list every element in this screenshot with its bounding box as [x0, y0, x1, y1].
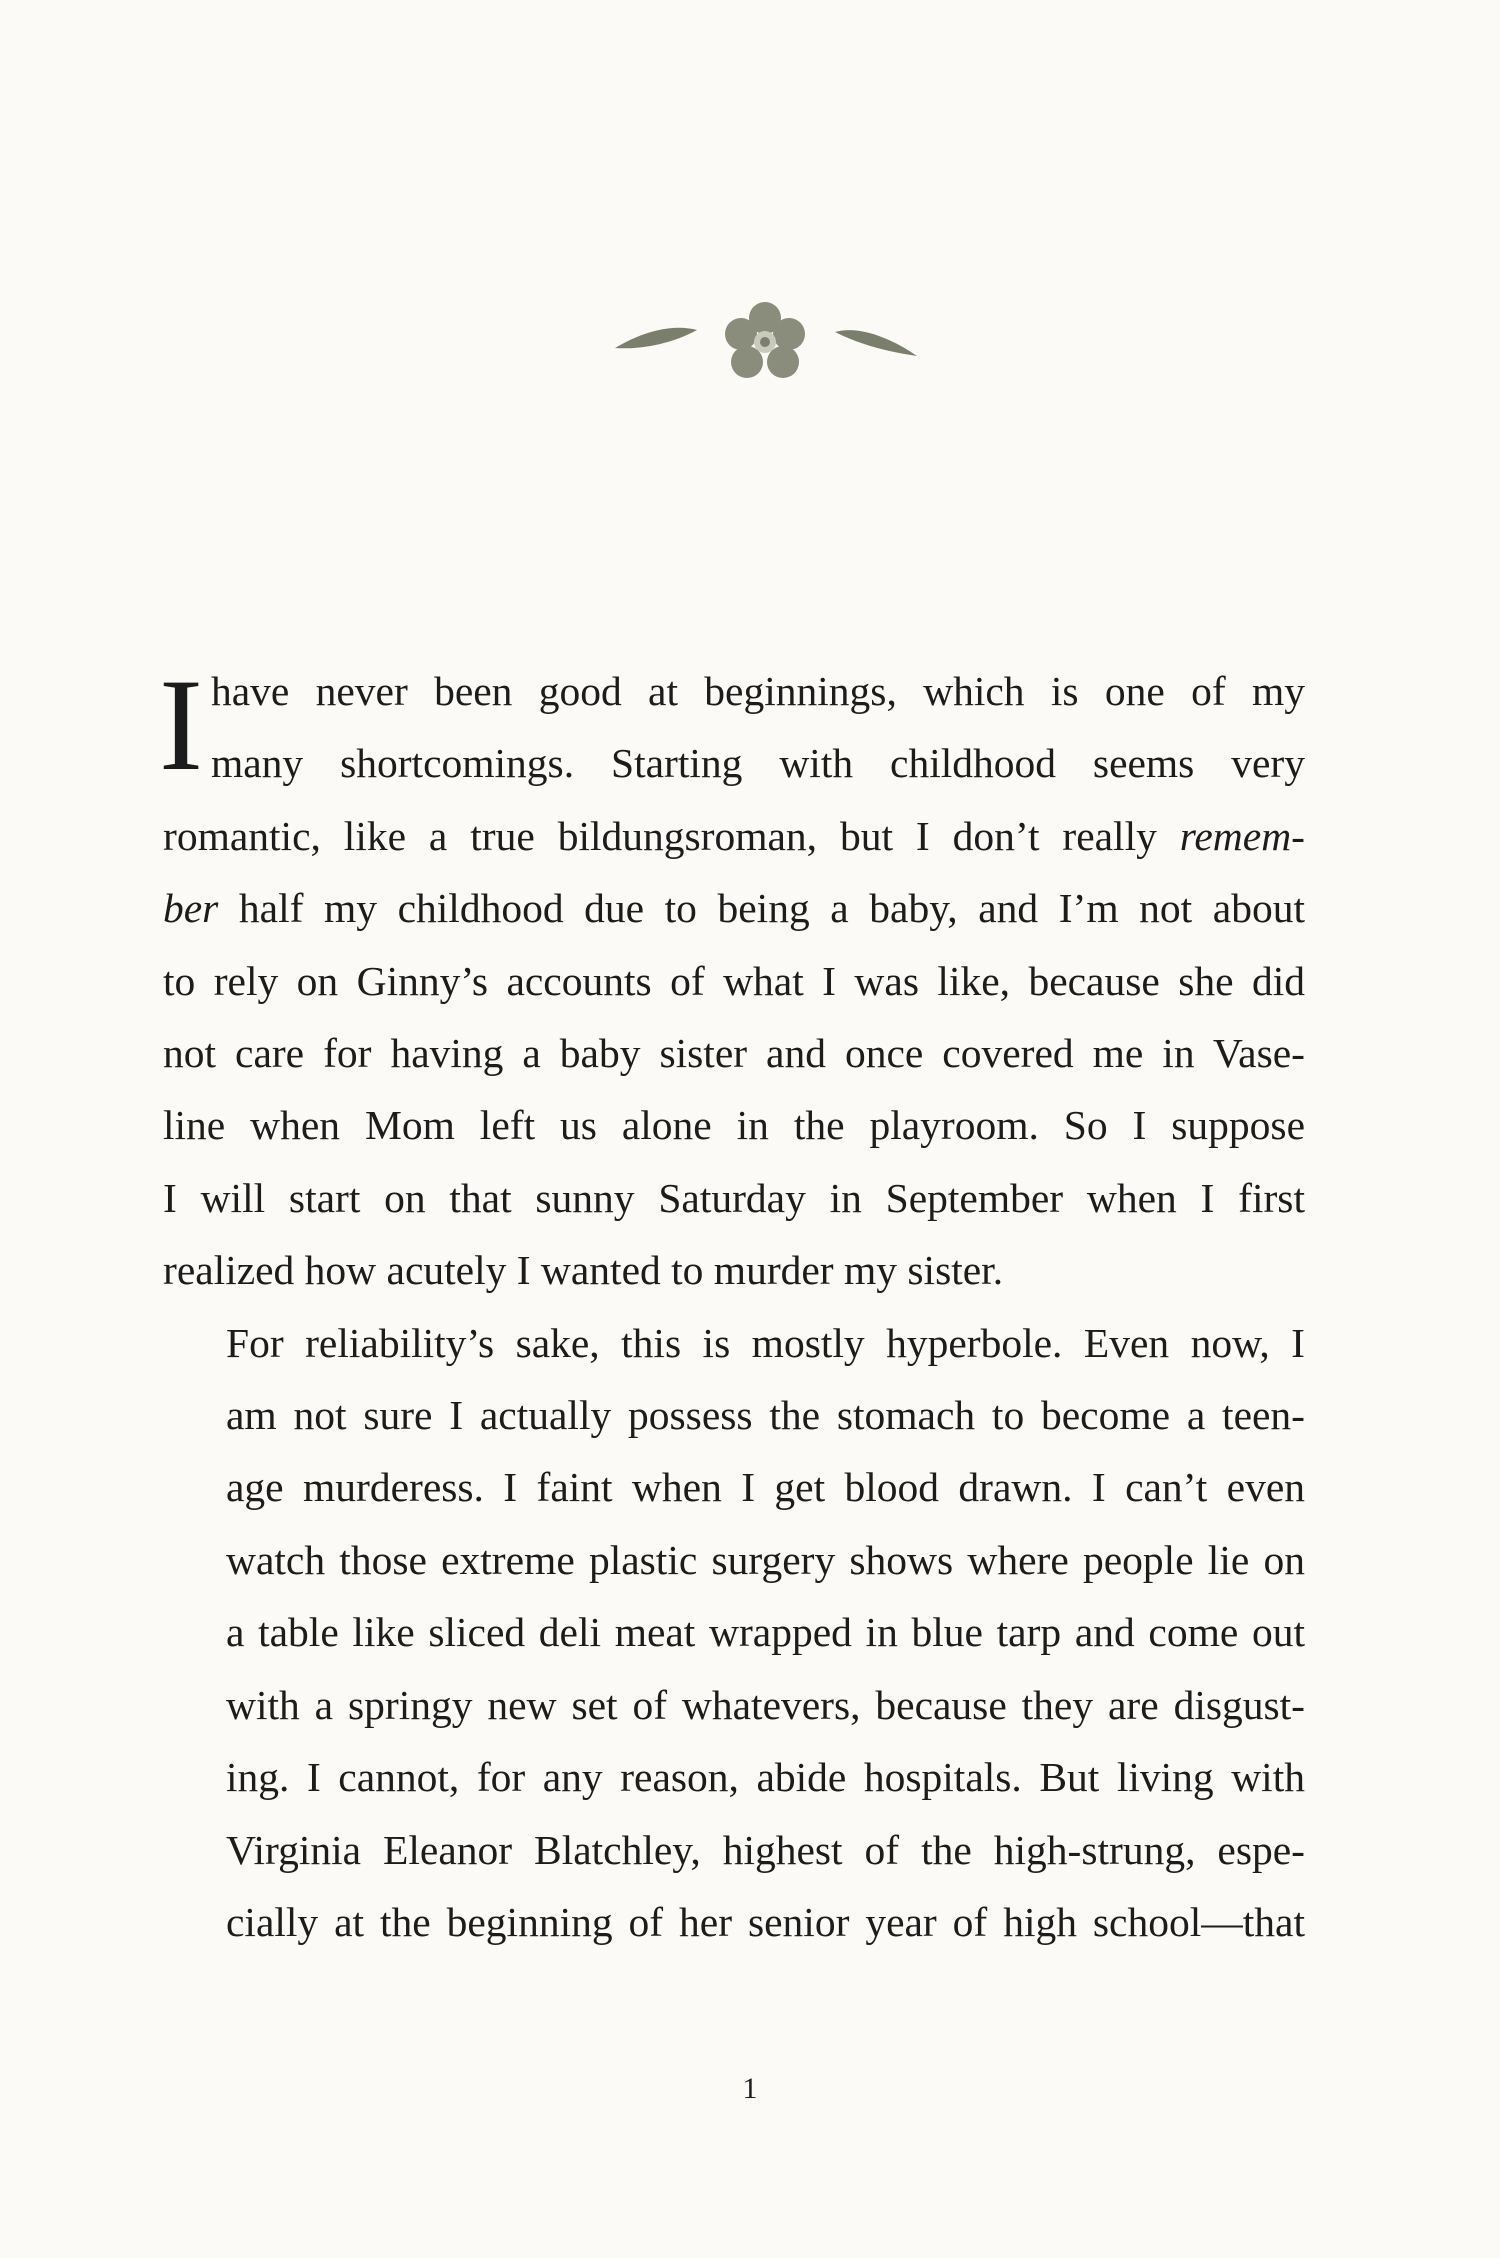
text-line: ing. I cannot, for any reason, abide hospitals. But living with: [226, 1754, 1305, 1801]
text-line: many shortcomings. Starting with childhood seems very: [210, 740, 1305, 787]
text-segment: half my childhood due to being a baby, and I’m not about: [238, 885, 1305, 932]
text-line: For reliability’s sake, this is mostly hyperbole. Even now, I: [226, 1319, 1305, 1366]
italic-word: remem-: [1179, 812, 1305, 859]
text-line: a table like sliced deli meat wrapped in blue tarp and come out: [226, 1609, 1305, 1656]
text-line: age murderess. I faint when I get blood drawn. I can’t even: [226, 1464, 1305, 1511]
paragraph-1: [159, 651, 1305, 1307]
text-line: I will start on that sunny Saturday in September when I first: [163, 1174, 1305, 1221]
text-segment: romantic, like a true bildungsroman, but I don’t really: [163, 812, 1180, 859]
text-line: am not sure I actually possess the stomach to become a teen-: [226, 1392, 1305, 1439]
text-line: [163, 872, 1305, 944]
page-number: 1: [742, 2072, 758, 2105]
text-line: Virginia Eleanor Blatchley, highest of the high-strung, espe-: [226, 1826, 1305, 1873]
text-line: [163, 800, 1305, 872]
text-line: to rely on Ginny’s accounts of what I was like, because she did: [163, 957, 1305, 1004]
text-line: with a springy new set of whatevers, because they are disgust-: [226, 1681, 1305, 1728]
paragraph-2: [163, 1307, 1305, 1959]
text-line: realized how acutely I wanted to murder my sister.: [163, 1247, 1004, 1294]
body-text: [159, 651, 1305, 1958]
text-line: cially at the beginning of her senior year of high school—that: [226, 1898, 1305, 1945]
text-line: watch those extreme plastic surgery shows where people lie on: [226, 1536, 1305, 1583]
drop-cap: I: [159, 651, 203, 798]
italic-word: ber: [163, 885, 219, 932]
floral-ornament-icon: [605, 290, 925, 400]
text-line: have never been good at beginnings, which is one of my: [210, 668, 1305, 714]
text-line: not care for having a baby sister and once covered me in Vase-: [163, 1030, 1305, 1077]
text-line: line when Mom left us alone in the playroom. So I suppose: [163, 1102, 1305, 1149]
